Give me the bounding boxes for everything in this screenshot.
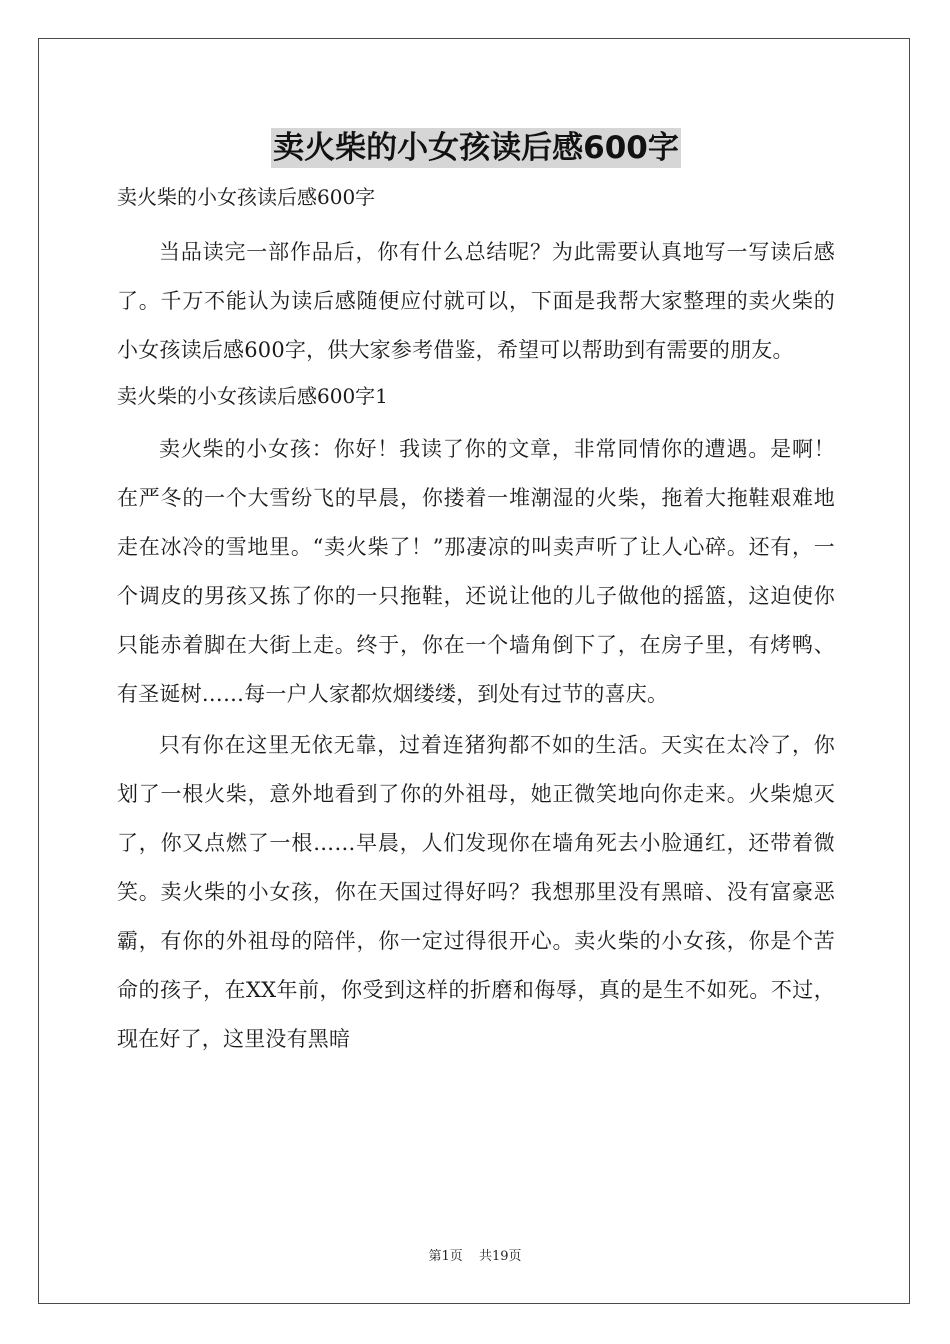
total-pages: 共19页 — [478, 1249, 522, 1264]
body-paragraph-1: 卖火柴的小女孩：你好！我读了你的文章，非常同情你的遭遇。是啊！在严冬的一个大雪纷飞的早晨，你搂着一堆潮湿的火柴，拖着大拖鞋艰难地走在冰冷的雪地里。“卖火柴了！”那凄凉的叫卖声听了让人心碎。还有，一个调皮的男孩又拣了你的一只拖鞋，还说让他的儿子做他的摇篮，这迫使你只能赤着脚在大街上走。终于，你在一个墙角倒下了，在房子里，有烤鸭、有圣诞树……每一户人家都炊烟缕缕，到处有过节的喜庆。 — [117, 437, 835, 706]
section-heading: 卖火柴的小女孩读后感600字1 — [117, 384, 388, 408]
page-footer — [0, 1245, 950, 1264]
intro-paragraph: 当品读完一部作品后，你有什么总结呢？为此需要认真地写一写读后感了。千万不能认为读后感随便应付就可以，下面是我帮大家整理的卖火柴的小女孩读后感600字，供大家参考借鉴，希望可以帮助到有需要的朋友。 — [117, 240, 835, 362]
page-number: 第1页 — [428, 1249, 463, 1264]
title-wrap — [117, 128, 835, 172]
document-subtitle: 卖火柴的小女孩读后感600字 — [117, 185, 376, 209]
document-body — [117, 128, 835, 1064]
body-paragraph-2: 只有你在这里无依无靠，过着连猪狗都不如的生活。天实在太冷了，你划了一根火柴，意外地看到了你的外祖母，她正微笑地向你走来。火柴熄灭了，你又点燃了一根……早晨，人们发现你在墙角死去小脸通红，还带着微笑。卖火柴的小女孩，你在天国过得好吗？我想那里没有黑暗、没有富豪恶霸，有你的外祖母的陪伴，你一定过得很开心。卖火柴的小女孩，你是个苦命的孩子，在XX年前，你受到这样的折磨和侮辱，真的是生不如死。不过，现在好了，这里没有黑暗 — [117, 733, 835, 1051]
document-title[interactable]: 卖火柴的小女孩读后感600字 — [273, 130, 679, 166]
